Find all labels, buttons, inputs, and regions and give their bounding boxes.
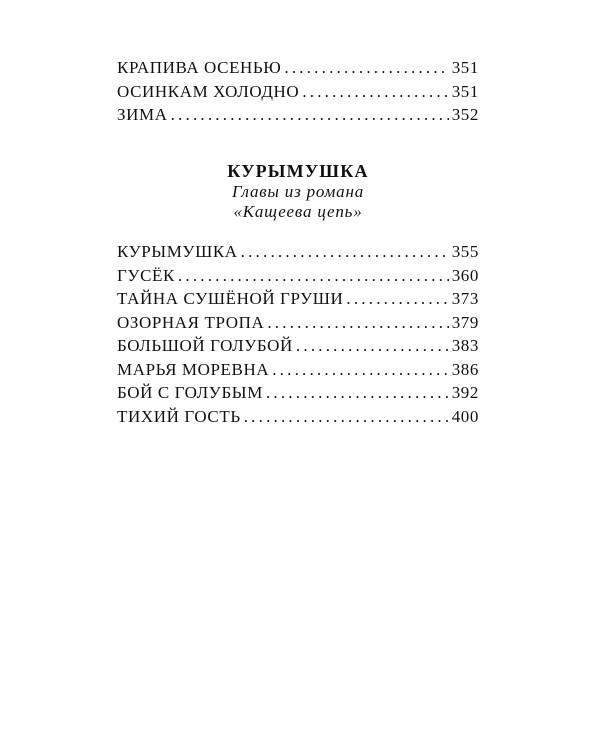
toc-entry-title: ТИХИЙ ГОСТЬ bbox=[117, 406, 241, 426]
toc-list-top bbox=[117, 58, 479, 129]
toc-leader-dots bbox=[267, 313, 448, 333]
toc-entry-title: МАРЬЯ МОРЕВНА bbox=[117, 359, 270, 379]
toc-entry-page: 392 bbox=[451, 383, 479, 402]
toc-entry-page: 355 bbox=[451, 242, 479, 261]
toc-entry[interactable] bbox=[117, 58, 479, 82]
toc-list-section bbox=[117, 242, 479, 430]
toc-entry-title: БОЙ С ГОЛУБЫМ bbox=[117, 383, 263, 402]
toc-leader-dots bbox=[272, 360, 448, 380]
toc-entry[interactable] bbox=[117, 383, 479, 407]
toc-entry[interactable] bbox=[117, 266, 479, 290]
toc-entry-page: 351 bbox=[451, 58, 479, 77]
section-subtitle-line-1: Главы из романа bbox=[231, 182, 365, 201]
toc-leader-dots bbox=[244, 407, 449, 427]
toc-leader-dots bbox=[266, 383, 449, 403]
toc-entry[interactable] bbox=[117, 407, 479, 431]
toc-entry-page: 386 bbox=[451, 359, 479, 379]
toc-leader-dots bbox=[241, 242, 449, 262]
toc-entry[interactable] bbox=[117, 82, 479, 106]
toc-leader-dots bbox=[346, 289, 448, 309]
toc-entry-page: 373 bbox=[451, 289, 479, 308]
toc-leader-dots bbox=[296, 336, 449, 356]
section-subtitle-line-2: «Кащеева цепь» bbox=[233, 202, 363, 221]
toc-entry-title: ЗИМА bbox=[117, 105, 168, 124]
section-heading bbox=[117, 160, 479, 222]
toc-entry-page: 383 bbox=[451, 336, 479, 355]
toc-entry-title: БОЛЬШОЙ ГОЛУБОЙ bbox=[117, 336, 293, 355]
toc-leader-dots bbox=[178, 266, 449, 286]
toc-leader-dots bbox=[284, 58, 448, 78]
toc-entry-page: 352 bbox=[451, 105, 479, 124]
toc-entry-title: ГУСЁК bbox=[117, 265, 175, 285]
toc-entry-page: 379 bbox=[451, 312, 479, 332]
toc-entry[interactable] bbox=[117, 242, 479, 266]
toc-entry[interactable] bbox=[117, 105, 479, 129]
toc-leader-dots bbox=[171, 105, 449, 125]
toc-leader-dots bbox=[302, 82, 448, 102]
toc-entry[interactable] bbox=[117, 289, 479, 313]
toc-entry-page: 400 bbox=[451, 406, 479, 426]
toc-entry[interactable] bbox=[117, 313, 479, 337]
toc-entry[interactable] bbox=[117, 360, 479, 384]
section-title: КУРЫМУШКА bbox=[227, 161, 369, 181]
toc-entry-title: ОЗОРНАЯ ТРОПА bbox=[117, 312, 265, 332]
toc-entry[interactable] bbox=[117, 336, 479, 360]
toc-entry-title: КРАПИВА ОСЕНЬЮ bbox=[117, 58, 282, 77]
toc-entry-page: 351 bbox=[451, 81, 479, 101]
toc-entry-title: ОСИНКАМ ХОЛОДНО bbox=[117, 81, 300, 101]
toc-entry-title: КУРЫМУШКА bbox=[117, 242, 238, 261]
toc-entry-title: ТАЙНА СУШЁНОЙ ГРУШИ bbox=[117, 289, 344, 308]
toc-entry-page: 360 bbox=[451, 265, 479, 285]
